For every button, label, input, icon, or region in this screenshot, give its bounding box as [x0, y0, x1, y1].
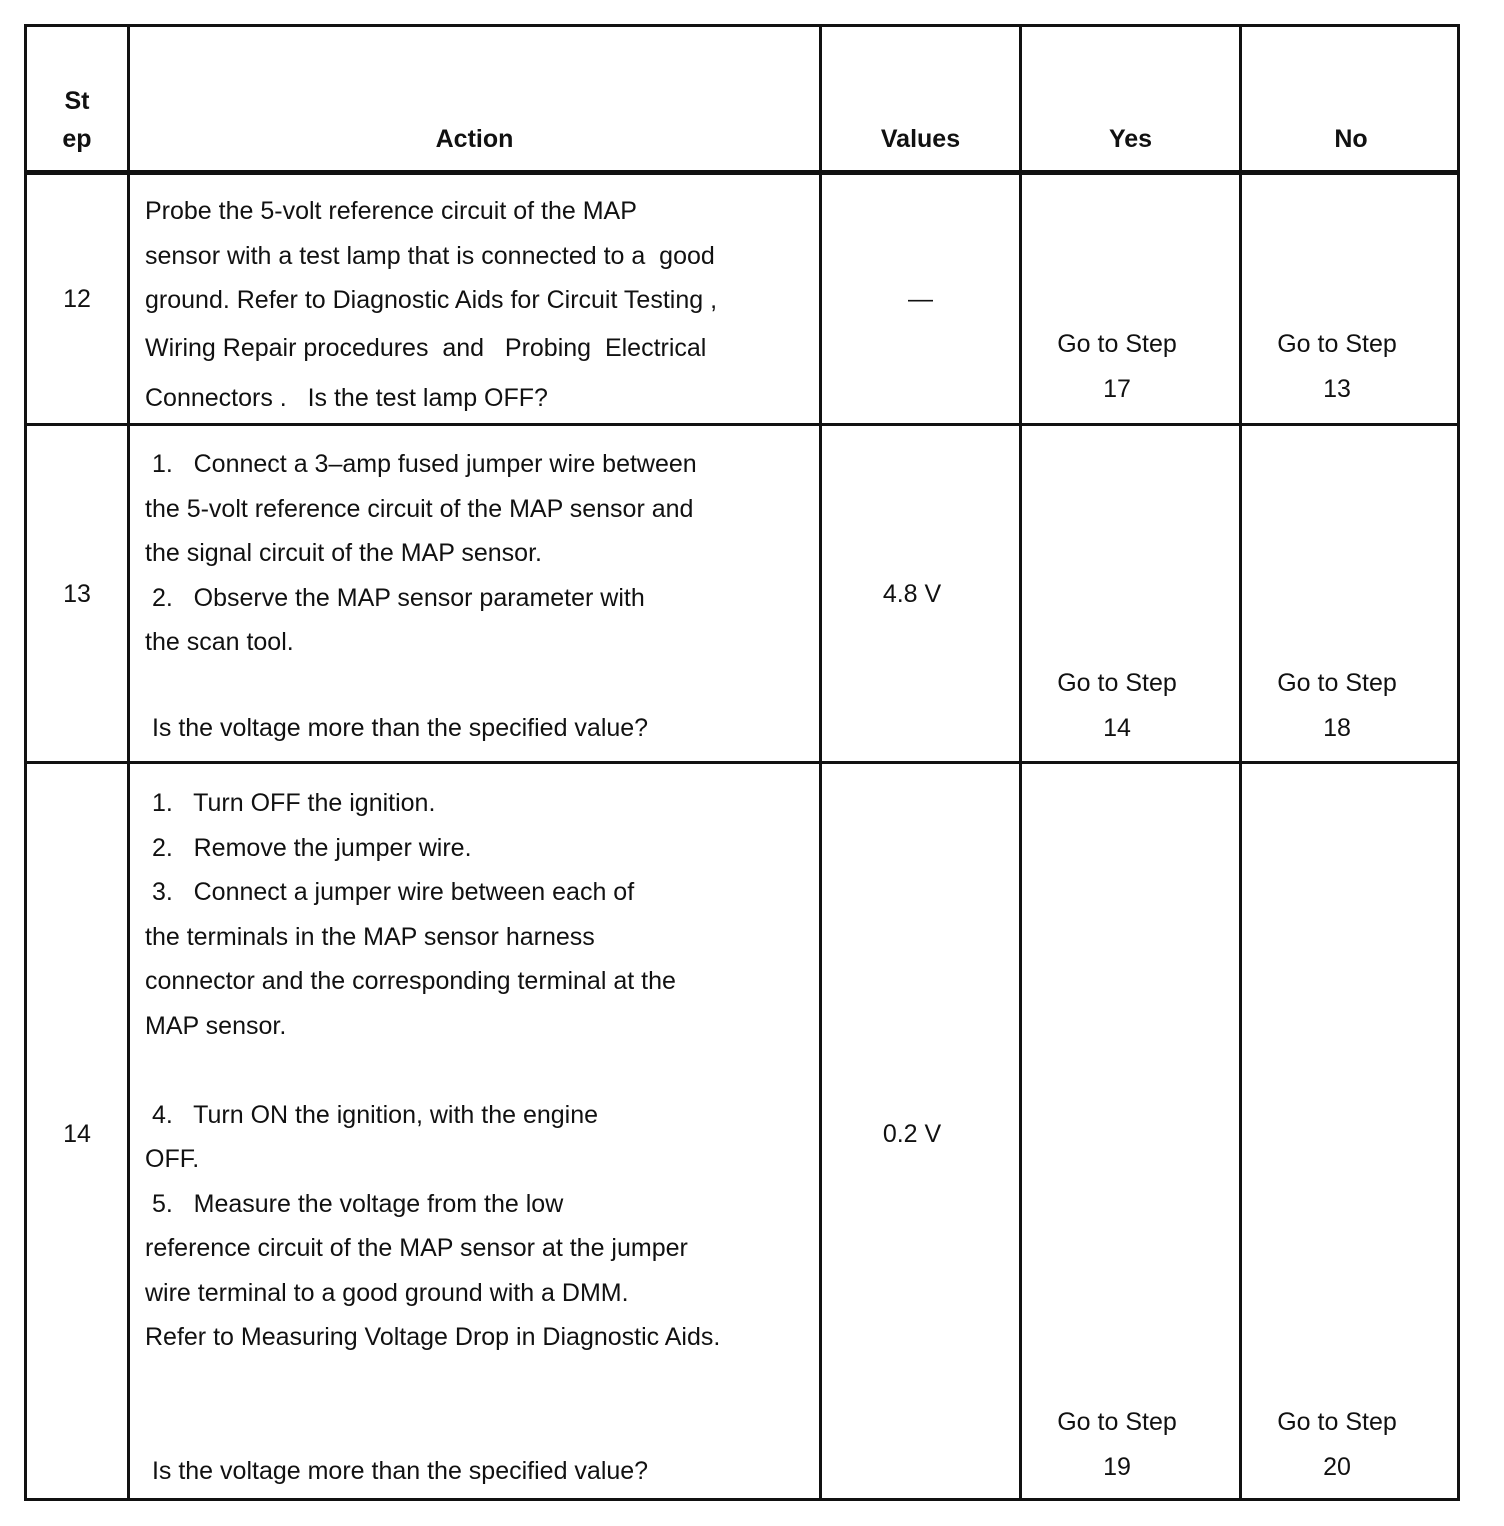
row-14-no: Go to Step 20 [1277, 1408, 1397, 1481]
row-12-step: 12 [63, 285, 91, 313]
action-line: connector and the corresponding terminal at the [145, 967, 676, 995]
header-step-line2: ep [62, 125, 92, 153]
header-values: Values [880, 125, 961, 153]
action-line: MAP sensor. [145, 1011, 287, 1040]
row-12-no: Go to Step 13 [1277, 330, 1397, 403]
row-divider [27, 761, 1457, 764]
action-line: 2. Remove the jumper wire. [145, 833, 472, 862]
action-line: Connectors . Is the test lamp OFF? [145, 384, 548, 412]
row-12-value: — [908, 285, 933, 313]
action-line: 5. Measure the voltage from the low [145, 1189, 564, 1218]
action-line: 1. Connect a 3–amp fused jumper wire between [145, 450, 697, 478]
row-12-action [145, 189, 815, 421]
header-no: No [1334, 125, 1368, 153]
action-line: Probe the 5-volt reference circuit of the MAP [145, 197, 637, 225]
row-13-no: Go to Step 18 [1277, 669, 1397, 742]
header-divider [27, 170, 1457, 175]
action-line [145, 665, 815, 706]
action-line: the 5-volt reference circuit of the MAP sensor and [145, 494, 694, 523]
action-line: reference circuit of the MAP sensor at the jumper [145, 1234, 688, 1262]
action-line: Refer to Measuring Voltage Drop in Diagnostic Aids. [145, 1323, 721, 1351]
row-12-yes: Go to Step 17 [1057, 330, 1177, 403]
action-line: the scan tool. [145, 628, 294, 656]
header-action: Action [435, 125, 514, 153]
row-14-action [145, 781, 815, 1493]
action-line: Is the voltage more than the specified value? [145, 1456, 649, 1485]
action-line: sensor with a test lamp that is connected to a good [145, 241, 715, 270]
action-line: ground. Refer to Diagnostic Aids for Circuit Testing , [145, 286, 718, 314]
action-line: 1. Turn OFF the ignition. [145, 789, 436, 817]
row-14-value: 0.2 V [882, 1120, 942, 1148]
action-line: 4. Turn ON the ignition, with the engine [145, 1100, 599, 1129]
action-line [145, 1360, 815, 1405]
action-line: Wiring Repair procedures and Probing Electrical [145, 334, 707, 362]
action-line: Is the voltage more than the specified value? [145, 713, 649, 742]
header-yes: Yes [1108, 125, 1153, 153]
row-13-yes: Go to Step 14 [1057, 669, 1177, 742]
action-line: OFF. [145, 1145, 200, 1173]
header-step [27, 82, 127, 158]
row-divider [27, 423, 1457, 426]
action-line: 2. Observe the MAP sensor parameter with [145, 583, 645, 612]
action-line [145, 1048, 815, 1093]
action-line: the terminals in the MAP sensor harness [145, 922, 595, 951]
action-line: the signal circuit of the MAP sensor. [145, 539, 542, 567]
diagnostic-table [24, 24, 1460, 1501]
action-line: 3. Connect a jumper wire between each of [145, 878, 635, 906]
action-line: wire terminal to a good ground with a DMM. [145, 1278, 629, 1307]
row-13-action [145, 442, 815, 750]
row-14-step: 14 [63, 1120, 91, 1148]
row-13-value: 4.8 V [882, 580, 942, 608]
header-step-line1: St [64, 87, 90, 115]
row-14-yes: Go to Step 19 [1057, 1408, 1177, 1481]
action-line [145, 1404, 815, 1449]
row-13-step: 13 [63, 580, 91, 608]
